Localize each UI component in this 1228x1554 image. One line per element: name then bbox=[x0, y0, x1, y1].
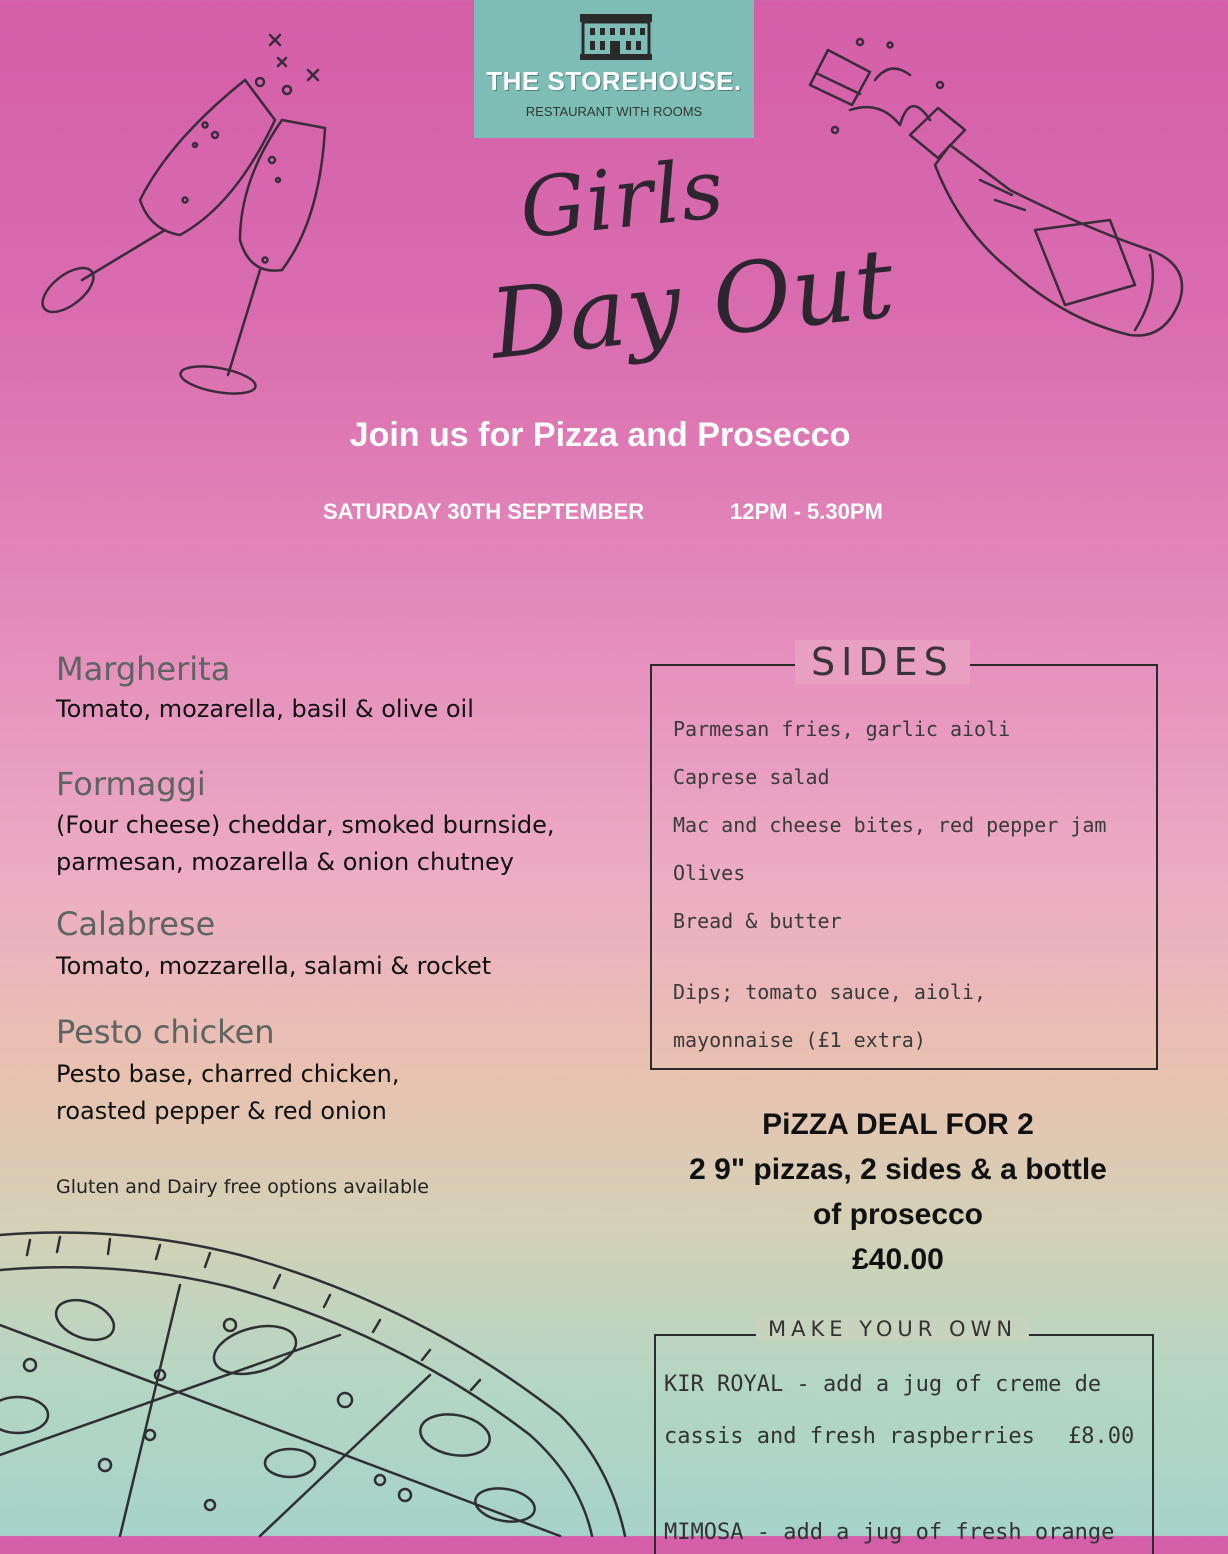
side-item: Bread & butter bbox=[673, 909, 842, 933]
champagne-glasses-icon bbox=[20, 30, 330, 400]
make-your-own-title: MAKE YOUR OWN bbox=[756, 1317, 1029, 1341]
pizza-description: Tomato, mozzarella, salami & rocket bbox=[56, 952, 492, 980]
kir-royal-price: £8.00 bbox=[1068, 1424, 1135, 1449]
side-item: Caprese salad bbox=[673, 765, 830, 789]
dietary-note: Gluten and Dairy free options available bbox=[56, 1176, 429, 1198]
heading-line-2: Day Out bbox=[485, 227, 900, 381]
kir-royal-line: KIR ROYAL - add a jug of creme de bbox=[664, 1372, 1102, 1397]
pizza-illustration-icon bbox=[0, 1225, 640, 1536]
mimosa-line: MIMOSA - add a jug of fresh orange bbox=[664, 1520, 1115, 1545]
side-dips: Dips; tomato sauce, aioli, bbox=[673, 980, 987, 1004]
deal-line: of prosecco bbox=[812, 1198, 984, 1231]
logo-name: THE STOREHOUSE. bbox=[486, 66, 742, 96]
pizza-description: Tomato, mozarella, basil & olive oil bbox=[56, 695, 474, 723]
pizza-description: Pesto base, charred chicken, roasted pepper & red onion bbox=[56, 1060, 400, 1125]
pizza-name: Formaggi bbox=[56, 765, 206, 803]
building-icon bbox=[580, 14, 652, 60]
side-item: Mac and cheese bites, red pepper jam bbox=[673, 813, 1107, 837]
tagline: Join us for Pizza and Prosecco bbox=[349, 416, 851, 454]
side-item: Olives bbox=[673, 861, 746, 885]
pizza-name: Margherita bbox=[56, 650, 231, 688]
deal-price: £40.00 bbox=[852, 1243, 944, 1276]
pizza-description: (Four cheese) cheddar, smoked burnside, parmesan, mozarella & onion chutney bbox=[56, 811, 555, 876]
logo-block bbox=[474, 0, 754, 138]
sides-title: SIDES bbox=[795, 640, 970, 684]
side-dips: mayonnaise (£1 extra) bbox=[673, 1028, 926, 1052]
pizza-name: Pesto chicken bbox=[56, 1013, 275, 1051]
side-item: Parmesan fries, garlic aioli bbox=[673, 717, 1011, 741]
heading-line-1: Girls bbox=[515, 141, 729, 258]
deal-line: 2 9" pizzas, 2 sides & a bottle bbox=[689, 1153, 1107, 1186]
event-time: 12PM - 5.30PM bbox=[730, 499, 883, 524]
event-date: SATURDAY 30TH SEPTEMBER bbox=[323, 499, 645, 524]
logo-subtitle: RESTAURANT WITH ROOMS bbox=[525, 104, 703, 119]
deal-title: PiZZA DEAL FOR 2 bbox=[762, 1108, 1034, 1141]
kir-royal-line: cassis and fresh raspberries bbox=[664, 1424, 1035, 1449]
pizza-name: Calabrese bbox=[56, 905, 216, 943]
